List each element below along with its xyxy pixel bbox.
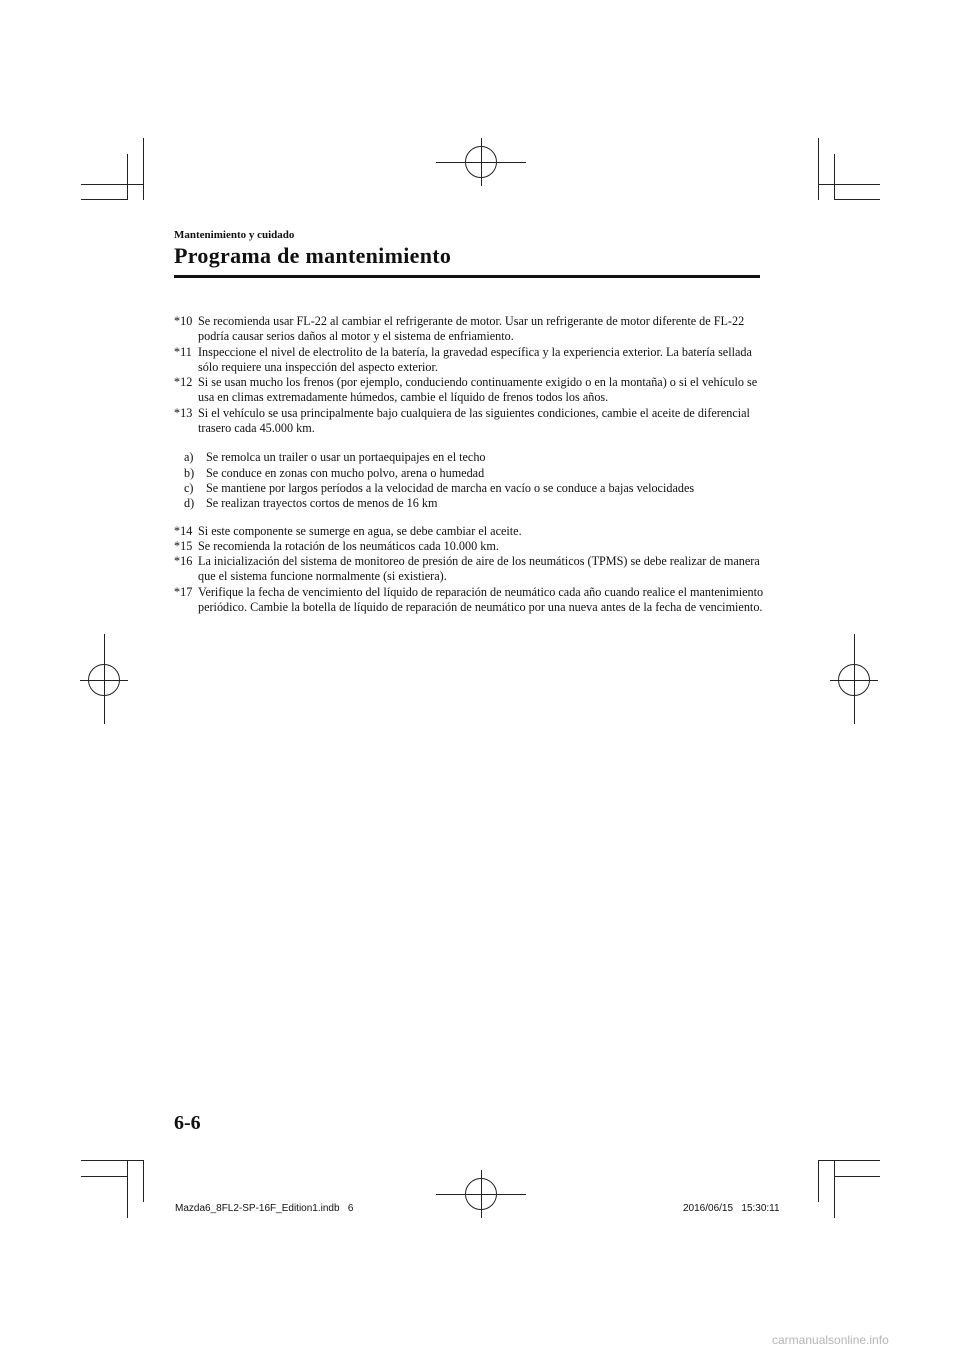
list-text: Se realizan trayectos cortos de menos de 16 km (206, 496, 438, 511)
page-number: 6-6 (174, 1112, 201, 1134)
footnote-16 (174, 554, 764, 585)
footnote-text: La inicialización del sistema de monitoreo de presión de aire de los neumáticos (TPMS) se debe realizar de manera que el sistema funcione normalmente (si existiera). (198, 554, 760, 584)
list-text: Se remolca un trailer o usar un portaequipajes en el techo (206, 450, 486, 465)
footnote-number: *10 (174, 314, 193, 328)
footnote-text: Verifique la fecha de vencimiento del líquido de reparación de neumático cada año cuando realice el mantenimiento periódico. Cambie la botella de líquido de reparación de neumático por una nueva antes de la fecha de vencimiento. (198, 584, 764, 615)
footnote-17 (174, 585, 764, 616)
footnote-14 (174, 524, 764, 539)
footnote-number: *17 (174, 584, 193, 599)
footnote-number: *16 (174, 554, 193, 569)
footnote-12 (174, 375, 764, 406)
footnote-text: Si el vehículo se usa principalmente bajo cualquiera de las siguientes condiciones, cambie el aceite de diferencial trasero cada 45.000 km. (198, 405, 750, 436)
footnote-15 (174, 539, 764, 554)
footnotes (174, 314, 764, 615)
footer-file-info: Mazda6_8FL2-SP-16F_Edition1.indb 6 (175, 1203, 354, 1214)
title-rule (174, 275, 760, 278)
footnote-number: *15 (174, 538, 193, 553)
conditions-list (184, 450, 764, 511)
list-item (184, 496, 764, 511)
footnote-text: Si se usan mucho los frenos (por ejemplo, conduciendo continuamente exigido o en la montaña) o si el vehículo se usa en climas extremadamente húmedos, cambie el líquido de frenos todos los años. (198, 375, 758, 405)
footnote-text: Se recomienda la rotación de los neumáticos cada 10.000 km. (198, 538, 499, 553)
footnote-number: *12 (174, 375, 193, 390)
list-letter: a) (184, 450, 194, 465)
list-letter: d) (184, 496, 195, 511)
section-label: Mantenimiento y cuidado (174, 229, 295, 241)
footer-timestamp: 2016/06/15 15:30:11 (683, 1203, 780, 1214)
footnote-text: Inspeccione el nivel de electrolito de la batería, la gravedad específica y la experiencia exterior. La batería sellada sólo requiere una inspección del aspecto exterior. (198, 344, 752, 374)
list-item (184, 450, 764, 465)
footnote-11 (174, 345, 764, 376)
list-text: Se mantiene por largos períodos a la velocidad de marcha en vacío o se conduce a bajas velocidades (206, 480, 695, 495)
footnote-text: Se recomienda usar FL-22 al cambiar el refrigerante de motor. Usar un refrigerante de motor diferente de FL-22 podría causar serios daños al motor y el sistema de enfriamiento. (198, 314, 745, 344)
list-item (184, 466, 764, 481)
list-item (184, 481, 764, 496)
list-letter: c) (184, 480, 194, 495)
page-title: Programa de mantenimiento (174, 243, 452, 268)
list-letter: b) (184, 465, 195, 480)
list-text: Se conduce en zonas con mucho polvo, arena o humedad (206, 465, 485, 480)
footnote-13 (174, 406, 764, 437)
footnote-number: *14 (174, 523, 193, 538)
footnote-10 (174, 314, 764, 345)
footnote-number: *13 (174, 405, 193, 420)
footnote-text: Si este componente se sumerge en agua, se debe cambiar el aceite. (198, 523, 522, 538)
footnote-number: *11 (174, 344, 192, 359)
watermark: carmanualsonline.info (772, 1333, 889, 1347)
